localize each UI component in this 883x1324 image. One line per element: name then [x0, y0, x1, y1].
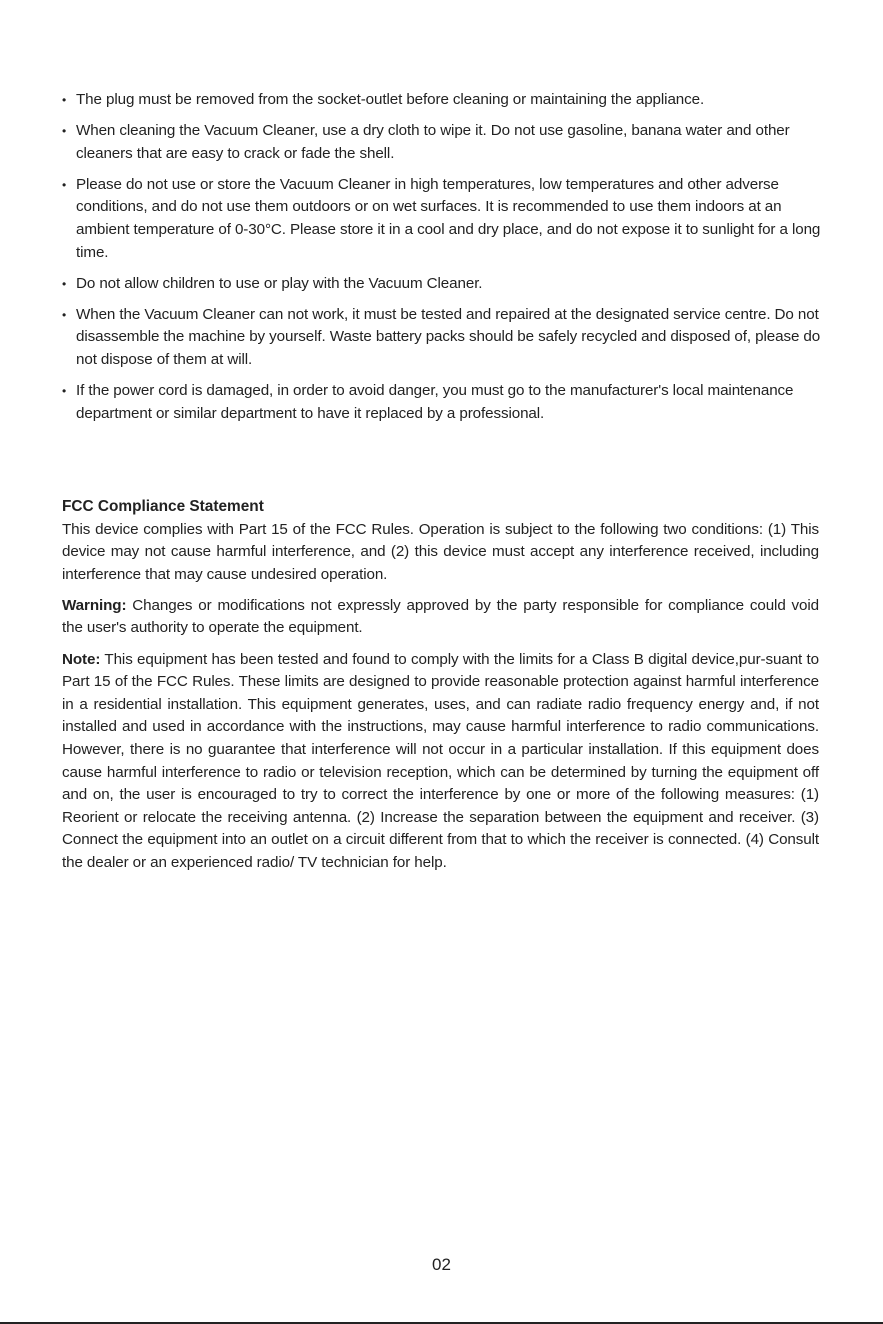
list-item-text: Do not allow children to use or play with the Vacuum Cleaner. [76, 274, 483, 292]
bullet-icon: • [62, 124, 67, 139]
warning-label: Warning: [62, 596, 127, 614]
bullet-icon: • [62, 384, 67, 399]
fcc-statement [62, 519, 819, 587]
bullet-icon: • [62, 307, 67, 322]
bullet-icon: • [62, 93, 67, 107]
list-item [62, 304, 822, 372]
list-item [62, 380, 822, 425]
bullet-icon: • [62, 276, 67, 291]
fcc-statement-text: This device complies with Part 15 of the FCC Rules. Operation is subject to the following two conditions: (1) This device may not cause harmful interference, and (2) this device must accept any interference received, including interference that may cause undesired operation. [62, 520, 819, 583]
note-text: This equipment has been tested and found to comply with the limits for a Class B digital device,pur-suant to Part 15 of the FCC Rules. These limits are designed to provide reasonable protection against harmful interference in a residential installation. This equipment generates, uses, and can radiate radio frequency energy and, if not installed and used in accordance with the instructions, may cause harmful interference to radio communications. However, there is no guarantee that interference will not occur in a particular installation. If this equipment does cause harmful interference to radio or television reception, which can be determined by turning the equipment off and on, the user is encouraged to try to correct the interference by one or more of the following measures: (1) Reorient or relocate the receiving antenna. (2) Increase the separation between the equipment and receiver. (3) Connect the equipment into an outlet on a circuit different from that to which the receiver is connected. (4) Consult the dealer or an experienced radio/ TV technician for help. [62, 650, 819, 871]
list-item [62, 273, 822, 296]
fcc-note [62, 649, 819, 875]
list-item-text: When cleaning the Vacuum Cleaner, use a dry cloth to wipe it. Do not use gasoline, banana water and other cleaners that are easy to crack or fade the shell. [76, 122, 790, 162]
fcc-section [62, 496, 819, 883]
page-number: 02 [432, 1255, 451, 1274]
list-item-text: If the power cord is damaged, in order to avoid danger, you must go to the manufacturer's local maintenance department or similar department to have it replaced by a professional. [76, 382, 794, 422]
list-item-text: When the Vacuum Cleaner can not work, it must be tested and repaired at the designated service centre. Do not disassemble the machine by yourself. Waste battery packs should be safely recycled and disposed of, please do not dispose of them at will. [76, 305, 821, 368]
warning-text: Changes or modifications not expressly approved by the party responsible for compliance could void the user's authority to operate the equipment. [62, 596, 819, 637]
fcc-warning [62, 595, 819, 640]
safety-notes-list [62, 89, 822, 434]
bullet-icon: • [62, 177, 67, 192]
list-item [62, 120, 822, 165]
fcc-heading: FCC Compliance Statement [62, 498, 264, 515]
list-item-text: The plug must be removed from the socket-outlet before cleaning or maintaining the appliance. [76, 91, 705, 108]
list-item [62, 174, 822, 264]
list-item-text: Please do not use or store the Vacuum Cleaner in high temperatures, low temperatures and other adverse conditions, and do not use them outdoors or on wet surfaces. It is recommended to use them indoors at an ambient temperature of 0-30°C. Please store it in a cool and dry place, and do not expose it to sunlight for a long time. [76, 175, 821, 261]
list-item [62, 89, 822, 112]
note-label: Note: [62, 650, 101, 668]
